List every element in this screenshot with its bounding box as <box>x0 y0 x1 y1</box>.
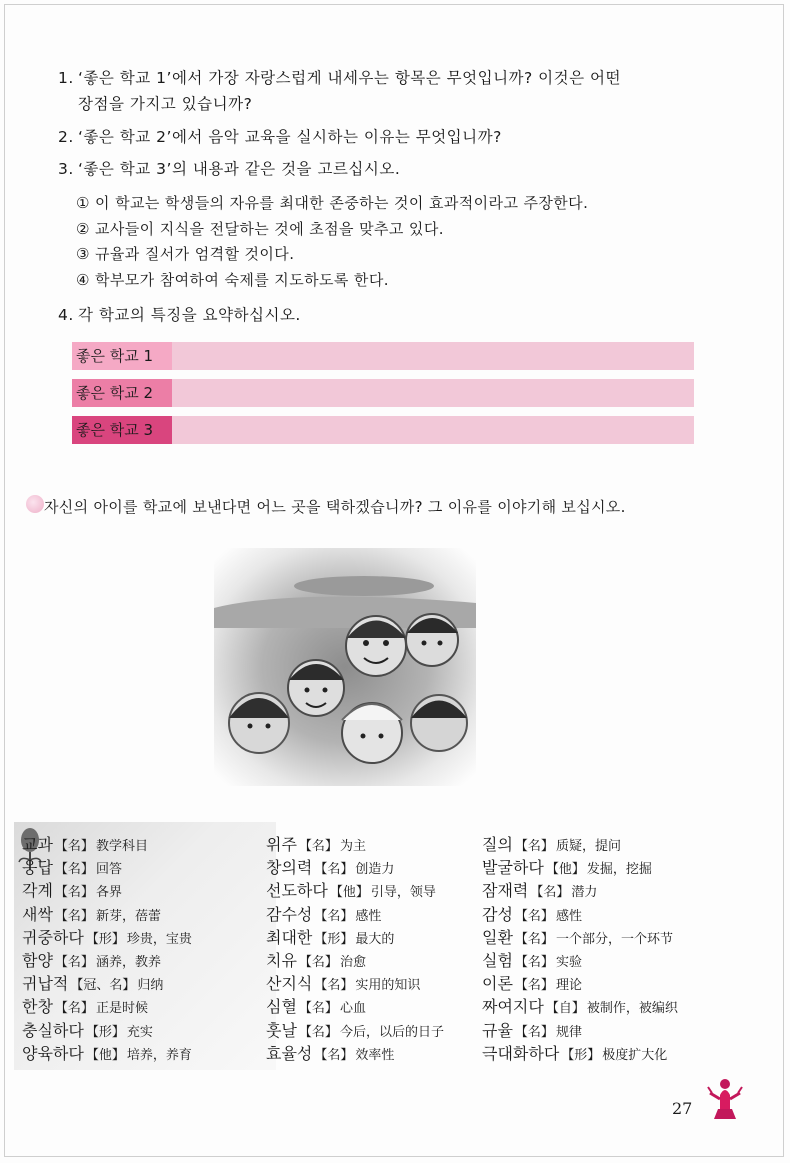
question-4: 4. 각 학교의 특징을 요약하십시오. <box>58 306 301 324</box>
discussion-prompt: 자신의 아이를 학교에 보낸다면 어느 곳을 택하겠습니까? 그 이유를 이야기해 보십시오. <box>44 498 626 516</box>
vocab-entry <box>482 855 652 878</box>
vocab-entry <box>266 902 381 925</box>
vocab-translation: 极度扩大化 <box>602 1047 668 1063</box>
vocab-entry <box>482 971 582 994</box>
vocab-translation: 新芽，蓓蕾 <box>95 908 161 924</box>
question-3-text: ‘좋은 학교 3’의 내용과 같은 것을 고르십시오. <box>78 160 401 178</box>
option-2: ② 교사들이 지식을 전달하는 것에 초점을 맞추고 있다. <box>76 220 444 238</box>
vocab-translation: 实用的知识 <box>355 978 421 994</box>
vocab-translation: 实验 <box>555 955 582 970</box>
vocab-word: 선도하다 <box>266 881 328 901</box>
question-2: 2. ‘좋은 학교 2’에서 음악 교육을 실시하는 이유는 무엇입니까? <box>58 128 502 146</box>
option-3: ③ 규율과 질서가 엄격할 것이다. <box>76 245 295 263</box>
vocab-entry <box>266 878 436 901</box>
vocab-translation: 珍贵，宝贵 <box>126 931 192 947</box>
vocab-translation: 教学科目 <box>95 839 148 854</box>
children-photo <box>214 548 476 786</box>
vocab-translation: 各界 <box>95 885 122 901</box>
vocab-entry <box>482 948 582 971</box>
vocab-word: 치유 <box>266 951 297 970</box>
vocab-entry <box>266 948 366 971</box>
vocab-entry <box>22 902 161 925</box>
vocab-word: 극대화하다 <box>482 1043 560 1063</box>
vocab-word: 산지식 <box>266 974 313 994</box>
vocab-part-of-speech: 【名】 <box>298 1024 338 1040</box>
vocab-part-of-speech: 【名】 <box>514 1024 554 1040</box>
summary-label-school-3: 좋은 학교 3 <box>72 416 172 444</box>
vocab-word: 함양 <box>22 951 53 970</box>
question-1-continued: 장점을 가지고 있습니까? <box>78 95 253 113</box>
vocab-part-of-speech: 【名】 <box>54 862 94 878</box>
vocab-part-of-speech: 【他】 <box>545 862 585 878</box>
bullet-bubble-icon <box>26 495 44 513</box>
vocab-word: 감성 <box>482 904 513 924</box>
vocab-entry <box>22 971 163 994</box>
vocab-translation: 引导，领导 <box>370 885 436 901</box>
page-number: 27 <box>672 1099 693 1118</box>
vocab-word: 귀납적 <box>22 974 69 994</box>
vocab-part-of-speech: 【名】 <box>314 1047 354 1063</box>
vocab-word: 짜여지다 <box>482 997 544 1017</box>
vocab-translation: 最大的 <box>355 931 395 947</box>
vocab-entry <box>266 971 420 994</box>
vocab-word: 실험 <box>482 951 513 970</box>
vocab-part-of-speech: 【名】 <box>530 885 570 901</box>
trophy-figure-icon <box>700 1075 748 1121</box>
vocab-word: 발굴하다 <box>482 858 544 878</box>
vocab-part-of-speech: 【名】 <box>514 931 554 947</box>
vocab-translation: 创造力 <box>355 862 395 878</box>
vocab-entry <box>22 948 161 971</box>
vocab-part-of-speech: 【名】 <box>298 839 338 854</box>
vocab-translation: 归纳 <box>137 978 164 994</box>
vocab-entry <box>22 1018 153 1041</box>
vocab-part-of-speech: 【名】 <box>54 885 94 901</box>
vocab-translation: 回答 <box>95 862 122 878</box>
vocab-entry <box>482 902 582 925</box>
summary-bar-school-2[interactable] <box>72 379 694 407</box>
vocab-entry <box>266 1041 394 1064</box>
vocab-part-of-speech: 【冠、名】 <box>70 978 136 994</box>
vocab-part-of-speech: 【自】 <box>545 1001 585 1017</box>
vocab-part-of-speech: 【名】 <box>514 978 554 994</box>
vocab-word: 효율성 <box>266 1043 313 1063</box>
vocab-word: 새싹 <box>22 904 53 924</box>
vocab-part-of-speech: 【他】 <box>85 1047 125 1063</box>
vocab-entry <box>482 994 678 1017</box>
summary-label-school-2: 좋은 학교 2 <box>72 379 172 407</box>
vocab-translation: 一个部分，一个环节 <box>555 931 673 947</box>
vocab-word: 훗날 <box>266 1020 297 1040</box>
summary-bar-school-3[interactable] <box>72 416 694 444</box>
question-2-text: ‘좋은 학교 2’에서 음악 교육을 실시하는 이유는 무엇입니까? <box>78 128 502 146</box>
vocab-word: 잠재력 <box>482 881 529 901</box>
vocab-translation: 为主 <box>339 839 366 854</box>
vocab-word: 질의 <box>482 835 513 854</box>
vocab-word: 일환 <box>482 927 513 947</box>
vocab-part-of-speech: 【名】 <box>54 908 94 924</box>
vocab-entry <box>482 1018 582 1041</box>
vocab-entry <box>22 1041 192 1064</box>
vocab-word: 규율 <box>482 1020 513 1040</box>
vocab-part-of-speech: 【名】 <box>514 955 554 970</box>
vocab-part-of-speech: 【名】 <box>298 1001 338 1017</box>
vocab-word: 충실하다 <box>22 1020 84 1040</box>
vocab-translation: 治愈 <box>339 955 366 970</box>
vocab-word: 양육하다 <box>22 1043 84 1063</box>
vocab-word: 최대한 <box>266 927 313 947</box>
vocab-translation: 效率性 <box>355 1047 395 1063</box>
option-1: ① 이 학교는 학생들의 자유를 최대한 존중하는 것이 효과적이라고 주장한다. <box>76 194 589 212</box>
summary-bar-school-1[interactable] <box>72 342 694 370</box>
vocab-word: 한창 <box>22 997 53 1017</box>
vocab-entry <box>22 832 148 855</box>
vocab-part-of-speech: 【形】 <box>314 931 354 947</box>
vocab-part-of-speech: 【名】 <box>54 839 94 854</box>
vocab-part-of-speech: 【形】 <box>85 1024 125 1040</box>
vocab-translation: 发掘，挖掘 <box>586 862 652 878</box>
vocab-entry <box>266 855 394 878</box>
vocab-entry <box>482 925 673 948</box>
vocab-part-of-speech: 【名】 <box>514 839 554 854</box>
vocab-translation: 充实 <box>126 1024 153 1040</box>
vocab-word: 교과 <box>22 835 53 854</box>
vocab-translation: 质疑，提问 <box>555 839 621 854</box>
vocab-entry <box>266 1018 444 1041</box>
vocab-word: 창의력 <box>266 858 313 878</box>
vocab-translation: 理论 <box>555 978 582 994</box>
vocab-entry <box>266 832 366 855</box>
vocab-word: 귀중하다 <box>22 927 84 947</box>
vocab-part-of-speech: 【形】 <box>561 1047 601 1063</box>
vocab-word: 감수성 <box>266 904 313 924</box>
vocab-word: 심혈 <box>266 997 297 1017</box>
vocab-translation: 感性 <box>555 908 582 924</box>
vocab-part-of-speech: 【他】 <box>329 885 369 901</box>
children-photo-illustration <box>214 548 476 786</box>
vocab-translation: 心血 <box>339 1001 366 1017</box>
question-4-text: 각 학교의 특징을 요약하십시오. <box>78 306 301 324</box>
question-1-text: ‘좋은 학교 1’에서 가장 자랑스럽게 내세우는 항목은 무엇입니까? 이것은 어떤 <box>78 69 621 87</box>
vocab-entry <box>266 994 366 1017</box>
vocab-translation: 潜力 <box>571 885 598 901</box>
question-3: 3. ‘좋은 학교 3’의 내용과 같은 것을 고르십시오. <box>58 160 401 178</box>
vocab-entry <box>22 855 122 878</box>
vocab-word: 이론 <box>482 974 513 994</box>
vocab-entry <box>22 994 148 1017</box>
vocab-word: 위주 <box>266 835 297 854</box>
vocab-translation: 被制作，被编织 <box>586 1001 678 1017</box>
option-4: ④ 학부모가 참여하여 숙제를 지도하도록 한다. <box>76 271 389 289</box>
vocab-entry <box>22 878 122 901</box>
vocab-translation: 规律 <box>555 1024 582 1040</box>
vocab-part-of-speech: 【名】 <box>514 908 554 924</box>
vocab-part-of-speech: 【名】 <box>314 978 354 994</box>
vocab-translation: 正是时候 <box>95 1001 148 1017</box>
vocab-part-of-speech: 【形】 <box>85 931 125 947</box>
vocab-translation: 感性 <box>355 908 382 924</box>
vocab-word: 응답 <box>22 858 53 878</box>
vocab-entry <box>482 832 621 855</box>
question-1: 1. ‘좋은 학교 1’에서 가장 자랑스럽게 내세우는 항목은 무엇입니까? 이것은 어떤 <box>58 69 621 87</box>
vocab-entry <box>266 925 394 948</box>
vocab-part-of-speech: 【名】 <box>54 1001 94 1017</box>
vocab-part-of-speech: 【名】 <box>314 908 354 924</box>
vocab-part-of-speech: 【名】 <box>298 955 338 970</box>
vocab-translation: 涵养，教养 <box>95 955 161 970</box>
vocab-entry <box>482 878 597 901</box>
summary-label-school-1: 좋은 학교 1 <box>72 342 172 370</box>
vocab-word: 각계 <box>22 881 53 901</box>
vocab-entry <box>482 1041 667 1064</box>
vocab-entry <box>22 925 192 948</box>
vocab-part-of-speech: 【名】 <box>54 955 94 970</box>
vocab-translation: 今后，以后的日子 <box>339 1024 444 1040</box>
vocab-translation: 培养，养育 <box>126 1047 192 1063</box>
vocab-part-of-speech: 【名】 <box>314 862 354 878</box>
